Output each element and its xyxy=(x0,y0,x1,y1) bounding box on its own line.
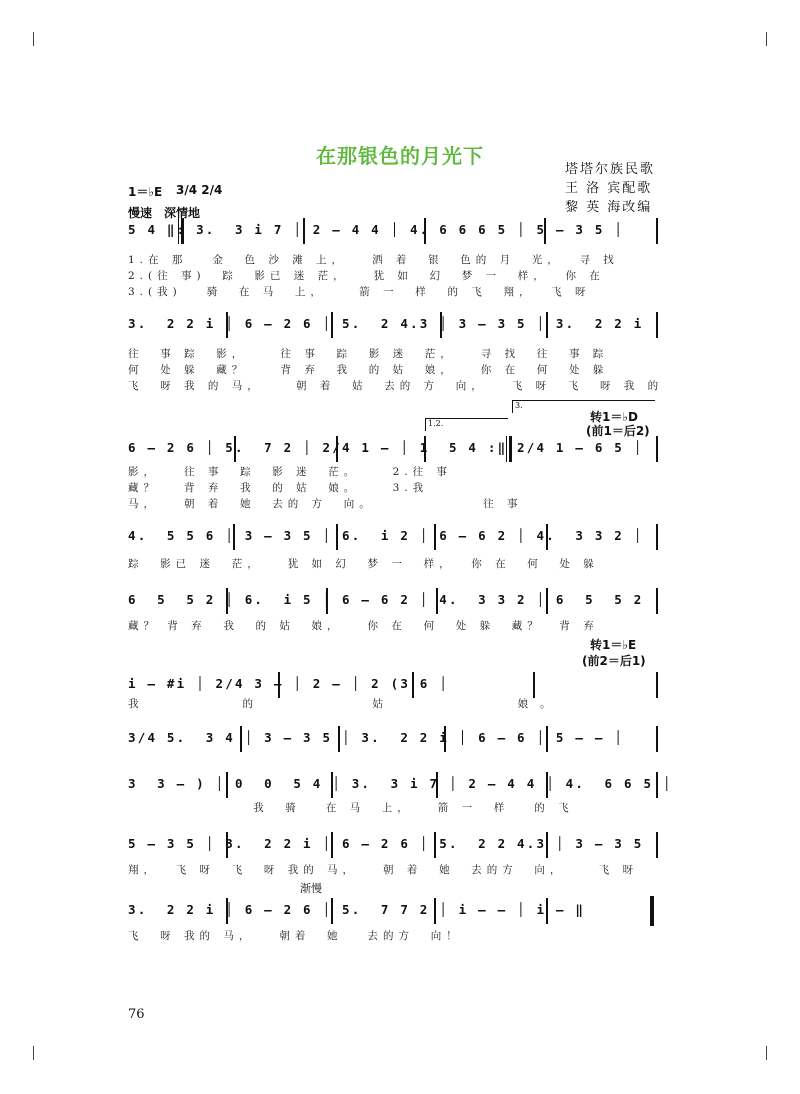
barline xyxy=(533,672,535,698)
crop-mark-bottom-right xyxy=(766,1046,767,1060)
crop-mark-top-right xyxy=(766,32,767,46)
page-number: 76 xyxy=(128,1007,145,1022)
notation-text: 3/4 5. 3 4 │ 3 – 3 5 │ 3. 2 2 i │ 6 – 6 │ 5 – – │ xyxy=(128,730,625,745)
notation-text: i – #i │ 2/4 3 – │ 2 – │ 2 (3 6 │ xyxy=(128,676,449,691)
notation-text: 6 – 2 6 │ 5. 7 2 │ 2/4 1 – │ 1 5 4 :‖ 2/4 1 – 6 5 │ xyxy=(128,440,644,455)
lyric-line: 马， 朝 着 她 去的 方 向。 往 事 xyxy=(128,498,523,510)
notation-text: 6 5 5 2 │ 6. i 5 │ 6 – 6 2 │ 4. 3 3 2 │ 6 5 5 2 │ xyxy=(128,592,663,607)
tempo-marking: 慢速 深情地 xyxy=(128,206,201,220)
notation-text: 5 4 ‖: 3. 3 i 7 │ 2 – 4 4 │ 4. 6 6 6 5 │ 5 – 3 5 │ xyxy=(128,222,625,237)
modulation-marking: 转1＝♭E xyxy=(590,638,637,652)
crop-mark-top-left xyxy=(33,32,34,46)
crop-mark-bottom-left xyxy=(33,1046,34,1060)
tempo-change-marking: 渐慢 xyxy=(300,882,322,895)
volta-bracket-first: 1.2. xyxy=(425,418,508,431)
barline xyxy=(656,726,658,752)
lyric-line: 2.(往 事) 踪 影已 迷 茫， 犹 如 幻 梦 一 样， 你 在 xyxy=(128,270,605,282)
notation-text: 3. 2 2 i │ 6 – 2 6 │ 5. 7 7 2 │ i – – │ i – ‖ xyxy=(128,902,586,917)
key-signature: 1＝♭E xyxy=(128,185,163,199)
notation-system-1 xyxy=(128,222,658,252)
lyric-line: 翔， 飞 呀 飞 呀 我的 马， 朝 着 她 去的方 向， 飞 呀 xyxy=(128,864,639,876)
modulation-note: (前2＝后1) xyxy=(582,654,646,668)
lyric-line: 飞 呀 我的 马， 朝着 她 去的方 向！ xyxy=(128,930,462,942)
lyric-line: 3.(我) 骑 在 马 上， 箭 一 样 的 飞 翔， 飞 呀 xyxy=(128,286,591,298)
lyric-line: 往 事 踪 影， 往 事 踪 影 迷 茫， 寻 找 往 事 踪 xyxy=(128,348,609,360)
volta-bracket-second: 3. xyxy=(512,400,655,413)
lyric-line: 藏？ 背 弃 我 的 姑 娘。 3.我 xyxy=(128,482,429,494)
notation-text: 4. 5 5 6 │ 3 – 3 5 │ 6. i 2 │ 6 – 6 2 │ 4. 3 3 2 │ xyxy=(128,528,644,543)
lyric-line: 我 骑 在 马 上， 箭 一 样 的 飞 xyxy=(128,802,574,814)
lyric-line: 飞 呀 我 的 马， 朝 着 姑 去的 方 向， 飞 呀 飞 呀 我 的 xyxy=(128,380,664,392)
credit-origin: 塔塔尔族民歌 xyxy=(565,162,656,177)
credit-lyricist: 王 洛 宾配歌 xyxy=(565,181,653,196)
lyric-line: 踪 影已 迷 茫， 犹 如 幻 梦 一 样， 你 在 何 处 躲 xyxy=(128,558,599,570)
time-signature: 3/4 2/4 xyxy=(176,183,223,197)
lyric-line: 影， 往 事 踪 影 迷 茫。 2.往 事 xyxy=(128,466,452,478)
notation-system-7 xyxy=(128,730,658,760)
barline xyxy=(656,436,658,462)
notation-system-4 xyxy=(128,528,658,558)
credit-arranger: 黎 英 海改编 xyxy=(565,200,653,215)
barline xyxy=(656,524,658,550)
final-barline xyxy=(650,896,654,926)
barline xyxy=(656,672,658,698)
notation-text: 3. 2 2 i │ 6 – 2 6 │ 5. 2 4.3 │ 3 – 3 5 │ 3. 2 2 i │ xyxy=(128,316,663,331)
notation-text: 5 – 3 5 │ 3. 2 2 i │ 6 – 2 6 │ 5. 2 2 4.3 │ 3 – 3 5 │ xyxy=(128,836,663,851)
modulation-marking: 转1＝♭D xyxy=(590,410,638,424)
lyric-line: 1.在 那 金 色 沙 滩 上， 洒 着 银 色的 月 光， 寻 找 xyxy=(128,254,619,266)
modulation-note: (前1＝后2) xyxy=(586,424,650,438)
lyric-line: 何 处 躲 藏？ 背 弃 我 的 姑 娘， 你 在 何 处 躲 xyxy=(128,364,609,376)
song-title: 在那银色的月光下 xyxy=(316,144,484,168)
lyric-line: 藏？ 背 弃 我 的 姑 娘， 你 在 何 处 躲 藏？ 背 弃 xyxy=(128,620,599,632)
notation-system-2 xyxy=(128,316,663,346)
barline xyxy=(656,218,658,244)
lyric-line: 我 的 姑 娘。 xyxy=(128,698,563,710)
notation-text: 3 3 – ) │ 0 0 5 4 │ 3. 3 i 7 │ 2 – 4 4 │ 4. 6 6 5 │ xyxy=(128,776,673,791)
